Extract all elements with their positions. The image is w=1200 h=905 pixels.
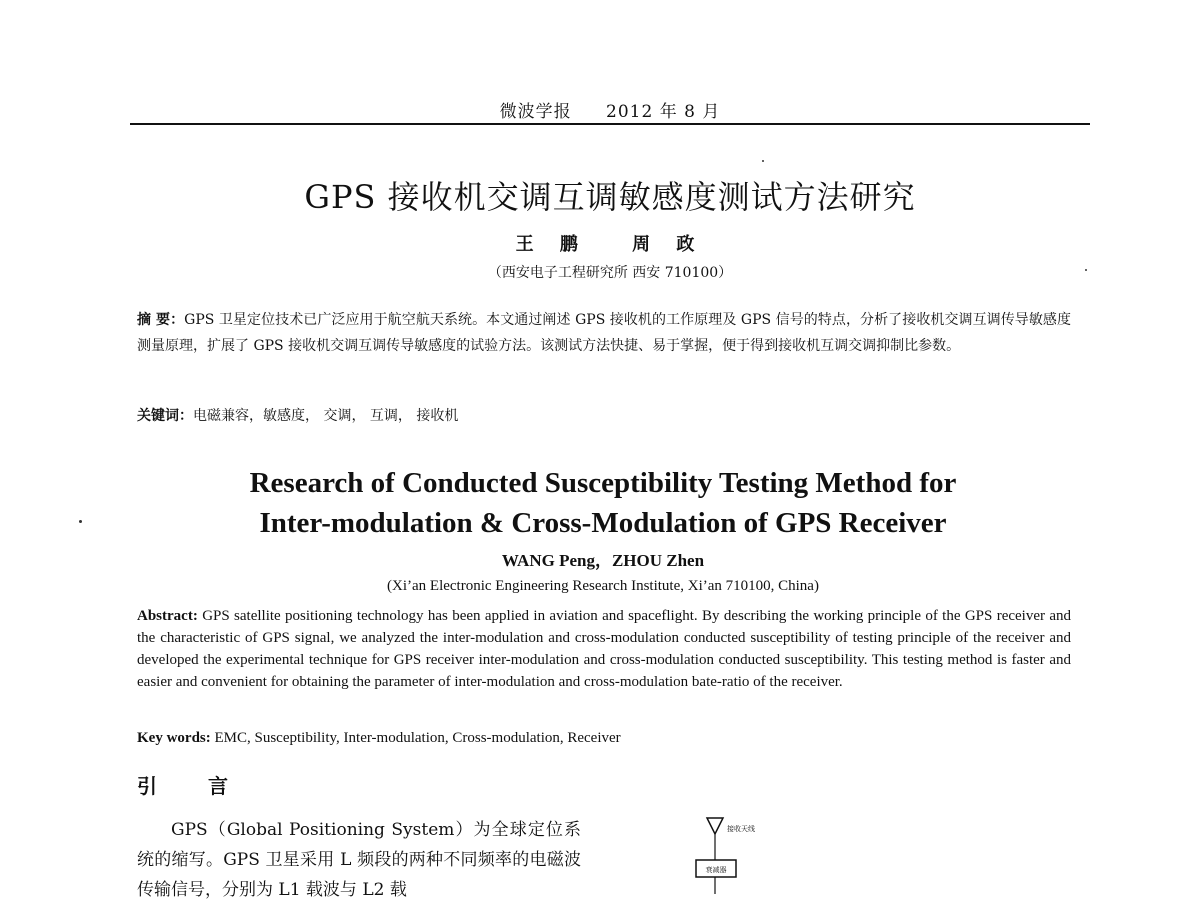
english-title xyxy=(130,463,1076,543)
scan-artifact xyxy=(79,520,82,523)
author-1: 王 鹏 xyxy=(515,234,588,255)
antenna-label: 接收天线 xyxy=(727,825,755,833)
english-abstract-text: GPS satellite positioning technology has been applied in aviation and spaceflight. By describing the working principle of the GPS receiver and the characteristic of GPS signal, we analyzed the inter-modulation and cross-modulation conducted susceptibility of testing principle of the receiver and developed the experimental technique for GPS receiver inter-modulation and cross-modulation conducted susceptibility. This testing method is faster and easier and convenient for obtaining the parameter of inter-modulation and cross-modulation bate-ratio of the receiver. xyxy=(137,608,1072,690)
chinese-keywords-text: 电磁兼容，敏感度， 交调， 互调， 接收机 xyxy=(193,408,459,424)
chinese-title: GPS 接收机交调互调敏感度测试方法研究 xyxy=(304,178,916,216)
section-heading-introduction: 引 言 xyxy=(137,774,250,798)
english-authors: WANG Peng，ZHOU Zhen xyxy=(501,551,705,570)
issue-date: 2012 年 8 月 xyxy=(606,102,721,122)
running-header xyxy=(130,97,1090,122)
chinese-abstract-label: 摘 要： xyxy=(137,312,185,328)
chinese-keywords-label: 关键词： xyxy=(137,408,193,424)
chinese-abstract xyxy=(137,307,1071,359)
block-diagram-figure xyxy=(685,812,765,894)
header-rule xyxy=(130,123,1090,125)
antenna-icon xyxy=(707,818,723,860)
english-title-line-2: Inter-modulation & Cross-Modulation of GPS Receiver xyxy=(259,507,947,539)
chinese-authors xyxy=(130,230,1090,256)
journal-name: 微波学报 xyxy=(499,102,572,122)
english-title-line-1: Research of Conducted Susceptibility Testing Method for xyxy=(249,467,957,499)
english-keywords-label: Key words: xyxy=(137,730,211,746)
english-abstract xyxy=(137,605,1071,693)
author-2: 周 政 xyxy=(632,234,705,255)
attenuator-label: 衰减器 xyxy=(705,866,727,874)
chinese-abstract-text: GPS 卫星定位技术已广泛应用于航空航天系统。本文通过阐述 GPS 接收机的工作原理及 GPS 信号的特点，分析了接收机交调互调传导敏感度测量原理，扩展了 GPS 接收机交调互调传导敏感度的试验方法。该测试方法快捷、易于掌握，便于得到接收机互调交调抑制比参数。 xyxy=(137,312,1071,354)
english-affiliation: (Xi’an Electronic Engineering Research Institute, Xi’an 710100, China) xyxy=(387,578,819,594)
english-keywords xyxy=(137,730,1071,747)
chinese-affiliation: （西安电子工程研究所 西安 710100） xyxy=(487,265,733,281)
scan-artifact xyxy=(762,160,764,162)
english-keywords-text: EMC, Susceptibility, Inter-modulation, Cross-modulation, Receiver xyxy=(214,730,621,746)
chinese-keywords xyxy=(137,406,1071,426)
english-abstract-label: Abstract: xyxy=(137,608,198,624)
scan-artifact xyxy=(1085,269,1087,271)
introduction-paragraph: GPS（Global Positioning System）为全球定位系统的缩写。GPS 卫星采用 L 频段的两种不同频率的电磁波传输信号，分别为 L1 载波与 L2 载 xyxy=(137,820,581,900)
